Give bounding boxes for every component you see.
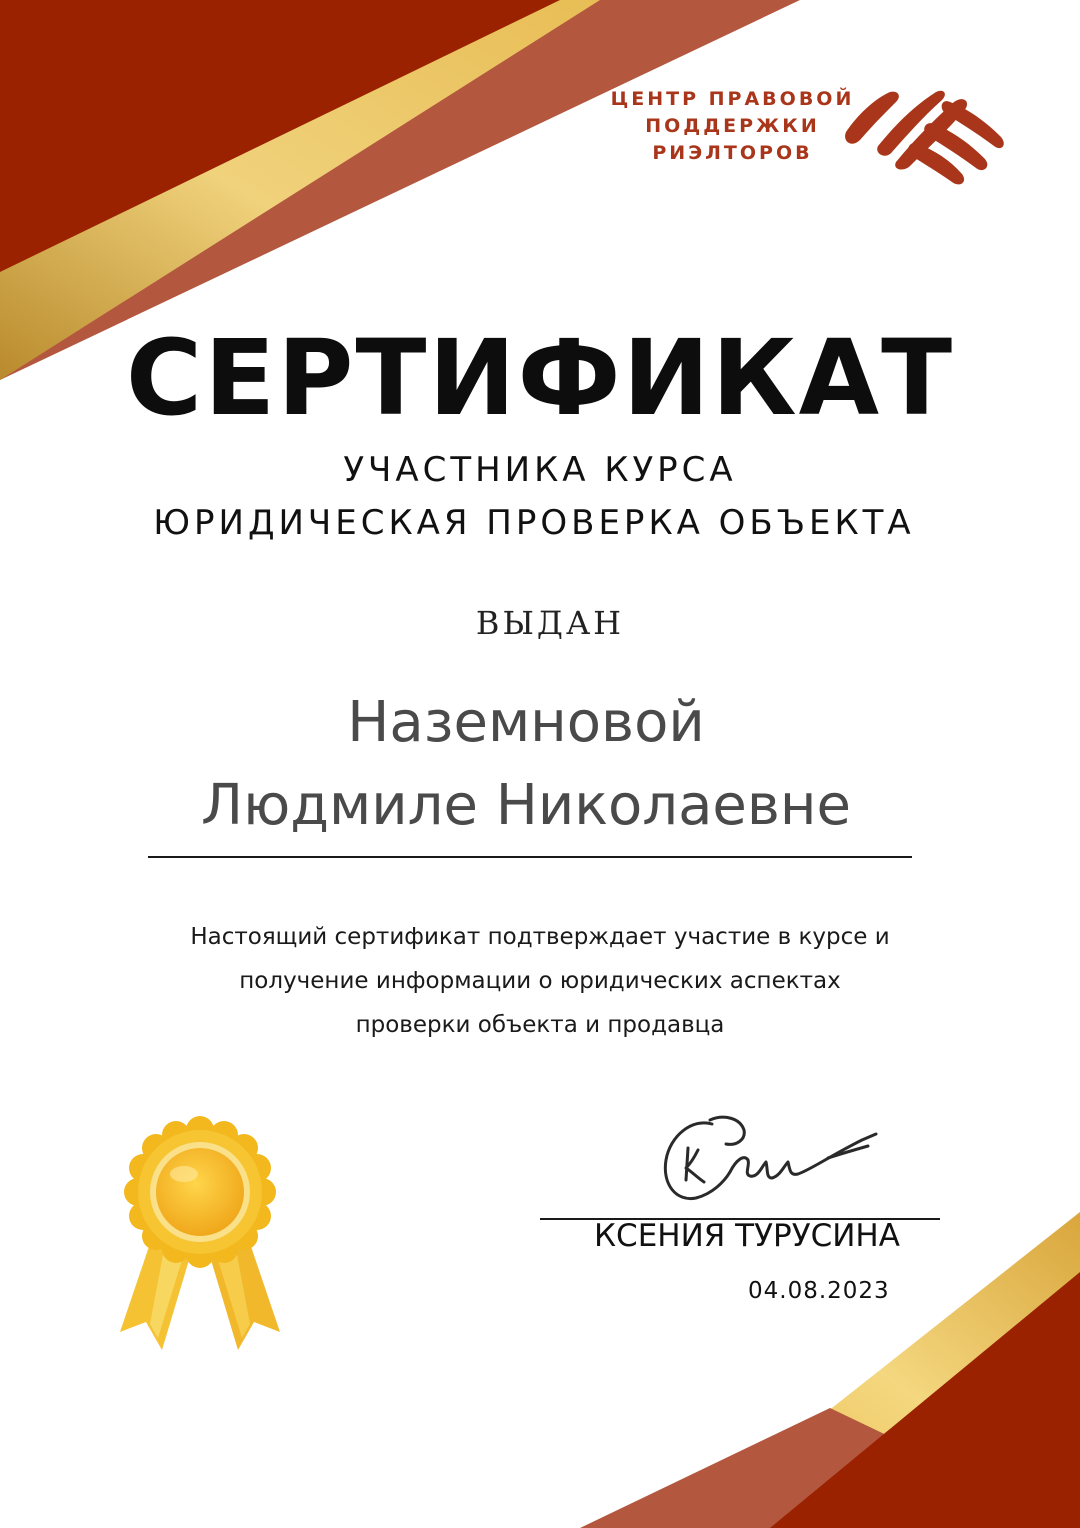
- course-name: ЮРИДИЧЕСКАЯ ПРОВЕРКА ОБЪЕКТА: [153, 503, 915, 543]
- certificate-description: [100, 915, 980, 1047]
- certificate-title: СЕРТИФИКАТ: [125, 317, 955, 439]
- recipient-given-names: Людмиле Николаевне: [201, 773, 851, 838]
- description-line: Настоящий сертификат подтверждает участие в курсе и: [190, 924, 890, 950]
- handshake-roof-logo-icon: [838, 80, 1018, 190]
- handwritten-signature: [640, 1100, 890, 1220]
- award-rosette-icon: [110, 1110, 290, 1360]
- certificate-subtitle: УЧАСТНИКА КУРСА: [343, 450, 737, 490]
- recipient-surname: Наземновой: [347, 690, 705, 755]
- organization-name-line: ЦЕНТР ПРАВОВОЙ: [610, 88, 855, 110]
- issued-label: ВЫДАН: [475, 604, 625, 642]
- recipient-underline: [148, 856, 912, 858]
- issue-date: 04.08.2023: [748, 1278, 890, 1304]
- signer-name: КСЕНИЯ ТУРУСИНА: [594, 1218, 900, 1254]
- description-line: получение информации о юридических аспектах: [239, 968, 841, 994]
- description-line: проверки объекта и продавца: [355, 1012, 725, 1038]
- organization-name-line: ПОДДЕРЖКИ: [645, 115, 820, 137]
- organization-name: [600, 86, 865, 167]
- organization-name-line: РИЭЛТОРОВ: [652, 142, 813, 164]
